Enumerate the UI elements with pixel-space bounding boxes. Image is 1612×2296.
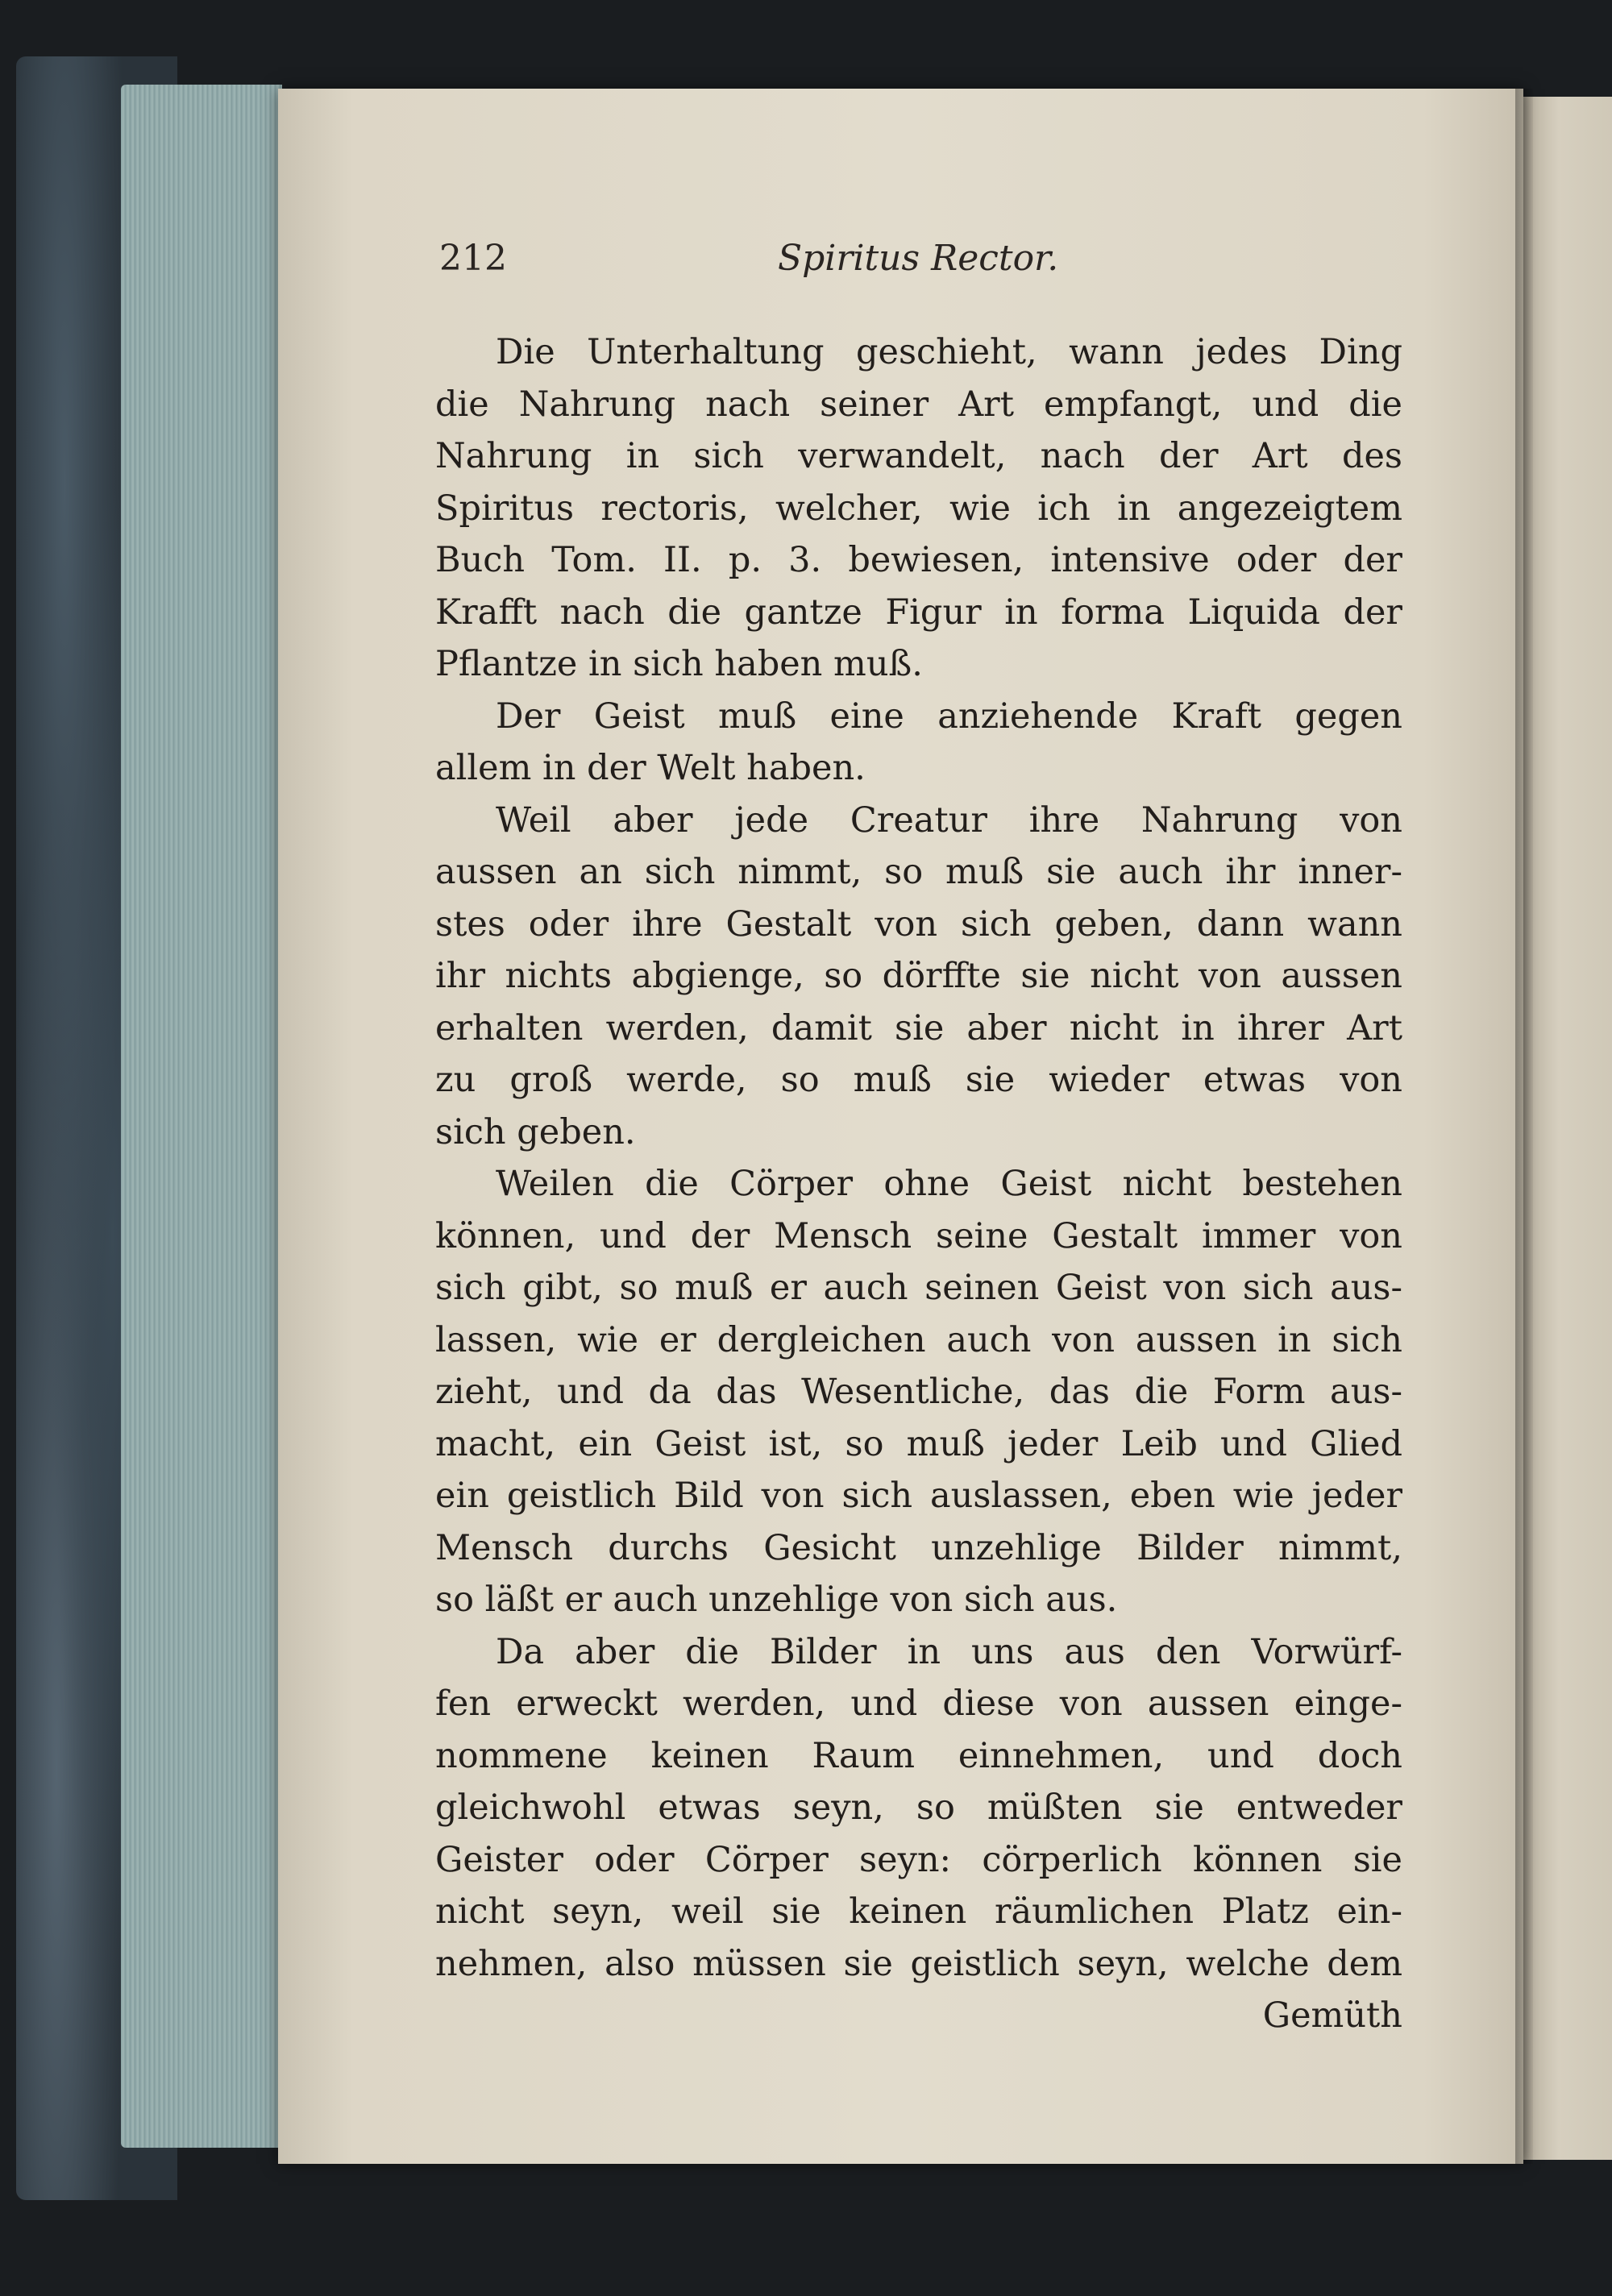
page-gutter	[1515, 89, 1533, 2164]
text-line: Spiritus rectoris, welcher, wie ich in angezeigtem	[435, 488, 1402, 529]
text-line: macht, ein Geist ist, so muß jeder Leib und Glied	[435, 1423, 1402, 1464]
text-line: aussen an sich nimmt, so muß sie auch ihr inner-	[435, 852, 1402, 892]
page-number: 212	[439, 238, 507, 279]
text-line: ihr nichts abgienge, so dörffte sie nicht von aussen	[435, 956, 1402, 996]
text-line: nehmen, also müssen sie geistlich seyn, welche dem	[435, 1943, 1402, 1984]
text-line: Buch Tom. II. p. 3. bewiesen, intensive oder der	[435, 540, 1402, 580]
text-line: nommene keinen Raum einnehmen, und doch	[435, 1735, 1402, 1776]
text-line: Der Geist muß eine anziehende Kraft gegen	[496, 695, 1402, 737]
text-line: sich gibt, so muß er auch seinen Geist von sich aus-	[435, 1268, 1402, 1308]
text-line: zu groß werde, so muß sie wieder etwas von	[435, 1060, 1402, 1100]
page-edges	[121, 85, 282, 2148]
text-line: fen erweckt werden, und diese von aussen einge-	[435, 1684, 1402, 1724]
text-line: allem in der Welt haben.	[435, 748, 866, 788]
text-line: Geister oder Cörper seyn: cörperlich können sie	[435, 1839, 1402, 1880]
text-line: nicht seyn, weil sie keinen räumlichen Platz ein-	[435, 1891, 1402, 1932]
text-line: stes oder ihre Gestalt von sich geben, dann wann	[435, 903, 1402, 945]
text-line: Pflantze in sich haben muß.	[435, 644, 923, 684]
running-title: Spiritus Rector.	[778, 238, 1059, 279]
text-line: Weil aber jede Creatur ihre Nahrung von	[496, 799, 1402, 841]
text-line: lassen, wie er dergleichen auch von aussen in sich	[435, 1319, 1402, 1360]
text-line: Mensch durchs Gesicht unzehlige Bilder nimmt,	[435, 1527, 1402, 1568]
text-line: zieht, und da das Wesentliche, das die Form aus-	[435, 1372, 1402, 1412]
text-line: erhalten werden, damit sie aber nicht in ihrer Art	[435, 1007, 1402, 1048]
facing-page	[1523, 97, 1612, 2160]
text-line: können, und der Mensch seine Gestalt immer von	[435, 1215, 1402, 1256]
body-text	[435, 326, 1402, 2042]
text-line: ein geistlich Bild von sich auslassen, eben wie jeder	[435, 1476, 1402, 1516]
text-line: gleichwohl etwas seyn, so müßten sie entweder	[435, 1787, 1402, 1828]
text-line: die Nahrung nach seiner Art empfangt, und die	[435, 384, 1402, 425]
text-line: Weilen die Cörper ohne Geist nicht bestehen	[496, 1164, 1402, 1204]
text-line: so läßt er auch unzehlige von sich aus.	[435, 1580, 1118, 1620]
catchword: Gemüth	[1262, 1995, 1402, 2036]
text-line: Krafft nach die gantze Figur in forma Liquida der	[435, 592, 1402, 633]
text-line: Nahrung in sich verwandelt, nach der Art des	[435, 436, 1402, 476]
text-line: Die Unterhaltung geschieht, wann jedes Ding	[496, 332, 1402, 372]
text-line: Da aber die Bilder in uns aus den Vorwürf-	[496, 1631, 1402, 1672]
running-head	[439, 238, 1406, 286]
text-line: sich geben.	[435, 1111, 636, 1152]
